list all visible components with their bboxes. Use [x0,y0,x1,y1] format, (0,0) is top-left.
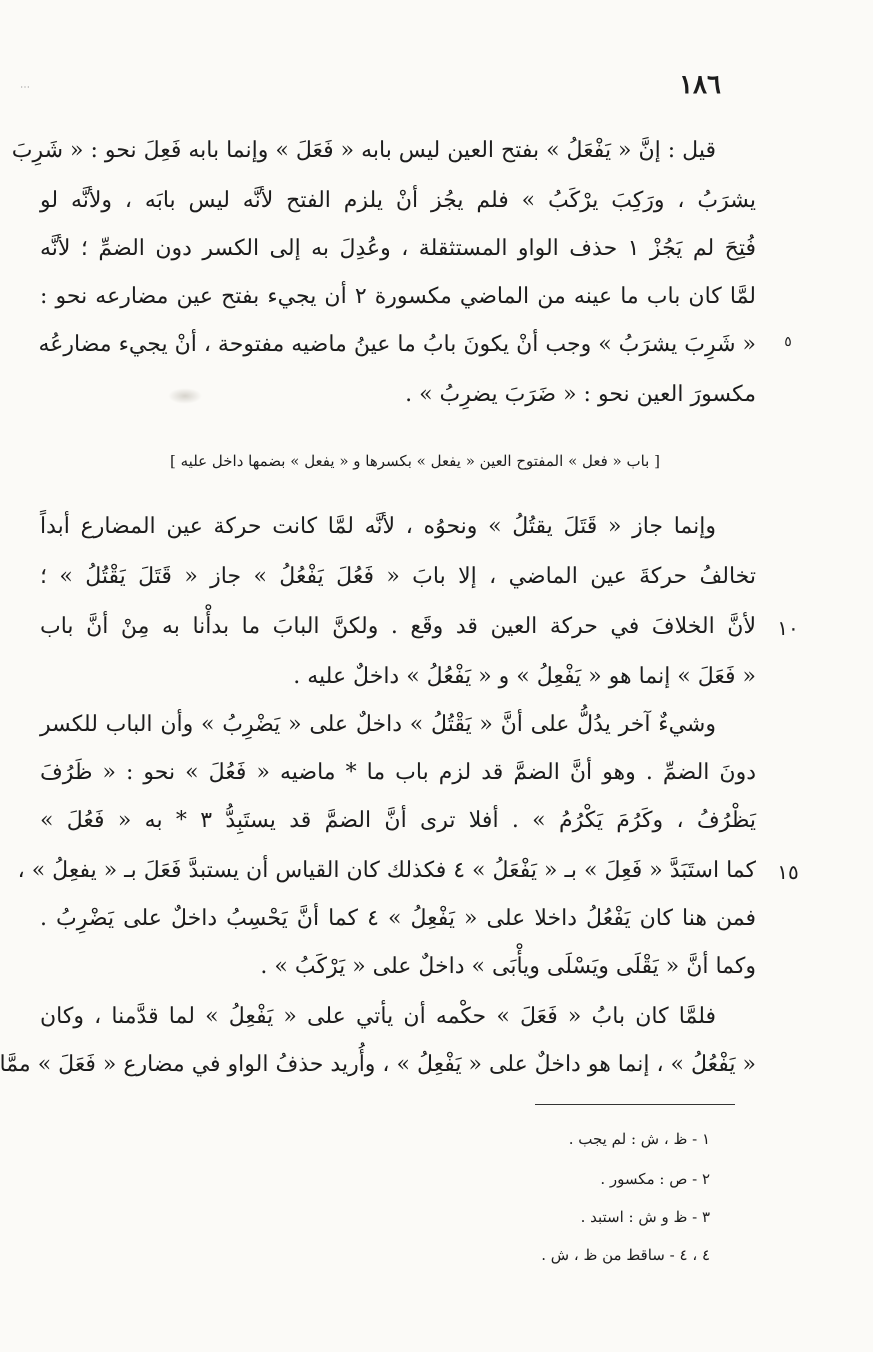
text-line: فُتِحَ لم يَجُزْ ١ حذف الواو المستثقلة ، وعُدِلَ به إلى الكسر دون الضمِّ ؛ لأنَّه [40,236,756,261]
text-line: لمَّا كان باب ما عينه من الماضي مكسورة ٢ أن يجيء بفتح عين مضارعه نحو : [40,284,756,309]
text-line: فمن هنا كان يَفْعُلُ داخلا على « يَفْعِلُ » ٤ كما أنَّ يَحْسِبُ داخلٌ على يَضْرِبُ . [40,906,756,931]
text-line: وشيءٌ آخر يدُلُّ على أنَّ « يَقْتُلُ » داخلٌ على « يَضْرِبُ » وأن الباب للكسر [40,712,716,737]
text-line: قيل : إنَّ « يَفْعَلُ » بفتح العين ليس بابه « فَعَلَ » وإنما بابه فَعِلَ نحو : « شَرِبَ [11,138,716,163]
line-number-marker: ١٠ [777,616,799,640]
text-line: « شَرِبَ يشرَبُ » وجب أنْ يكونَ بابُ ما عينُ ماضيه مفتوحة ، أنْ يجيء مضارعُه [38,332,756,357]
footnote: ٤ ، ٤ - ساقط من ظ ، ش . [541,1246,710,1264]
text-line: لأنَّ الخلافَ في حركة العين قد وقَع . ولكنَّ البابَ ما بدأْنا به مِنْ أنَّ باب [40,614,756,639]
text-line: « فَعَلَ » إنما هو « يَفْعِلُ » و « يَفْعُلُ » داخلٌ عليه . [293,664,756,689]
footnote: ٣ - ظ و ش : استبد . [580,1208,710,1226]
text-line: مكسورَ العين نحو : « ضَرَبَ يضرِبُ » . [405,382,756,407]
ink-smudge [168,388,202,404]
footnote: ٢ - ص : مكسور . [600,1170,710,1188]
text-line: تخالفُ حركةَ عين الماضي ، إلا بابَ « فَعُلَ يَفْعُلُ » جاز « قَتَلَ يَقْتُلُ » ؛ [40,564,756,589]
page-number: ١٨٦ [679,70,721,100]
footnote: ١ - ظ ، ش : لم يجب . [568,1130,710,1148]
section-heading: [ باب « فعل » المفتوح العين « يفعل » بكسرها و « يفعل » بضمها داخل عليه ] [170,452,660,470]
scan-mark: ⋯ [20,82,30,93]
text-line: وإنما جاز « قَتَلَ يقتُلُ » ونحوُه ، لأنَّه لمَّا كانت حركة عين المضارع أبداً [40,514,716,539]
text-line: يَظْرُفُ ، وكَرُمَ يَكْرُمُ » . أفلا ترى أنَّ الضمَّ قد يستَبِدُّ ٣ * به « فَعُلَ » [40,808,756,833]
line-number-marker: ٥ [784,334,792,350]
text-line: كما استَبَدَّ « فَعِلَ » بـ « يَفْعَلُ » ٤ فكذلك كان القياس أن يستبدَّ فَعَلَ بـ « يفعِلُ » ، [17,858,756,883]
text-line: يشرَبُ ، ورَكِبَ يرْكَبُ » فلم يجُز أنْ يلزم الفتح لأنَّه ليس بابَه ، ولأنَّه لو [40,188,756,213]
text-line: دونَ الضمِّ . وهو أنَّ الضمَّ قد لزم باب ما * ماضيه « فَعُلَ » نحو : « ظَرُفَ [40,760,756,785]
text-line: وكما أنَّ « يَقْلَى ويَسْلَى ويأْبَى » داخلٌ على « يَرْكَبُ » . [260,954,756,979]
footnote-divider [535,1104,735,1105]
text-line: « يَفْعُلُ » ، إنما هو داخلٌ على « يَفْعِلُ » ، وأُريد حذفُ الواو في مضارع « فَعَلَ » ممَّا [0,1052,756,1077]
line-number-marker: ١٥ [777,860,799,884]
text-line: فلمَّا كان بابُ « فَعَلَ » حكْمه أن يأتي على « يَفْعِلُ » لما قدَّمنا ، وكان [40,1004,716,1029]
